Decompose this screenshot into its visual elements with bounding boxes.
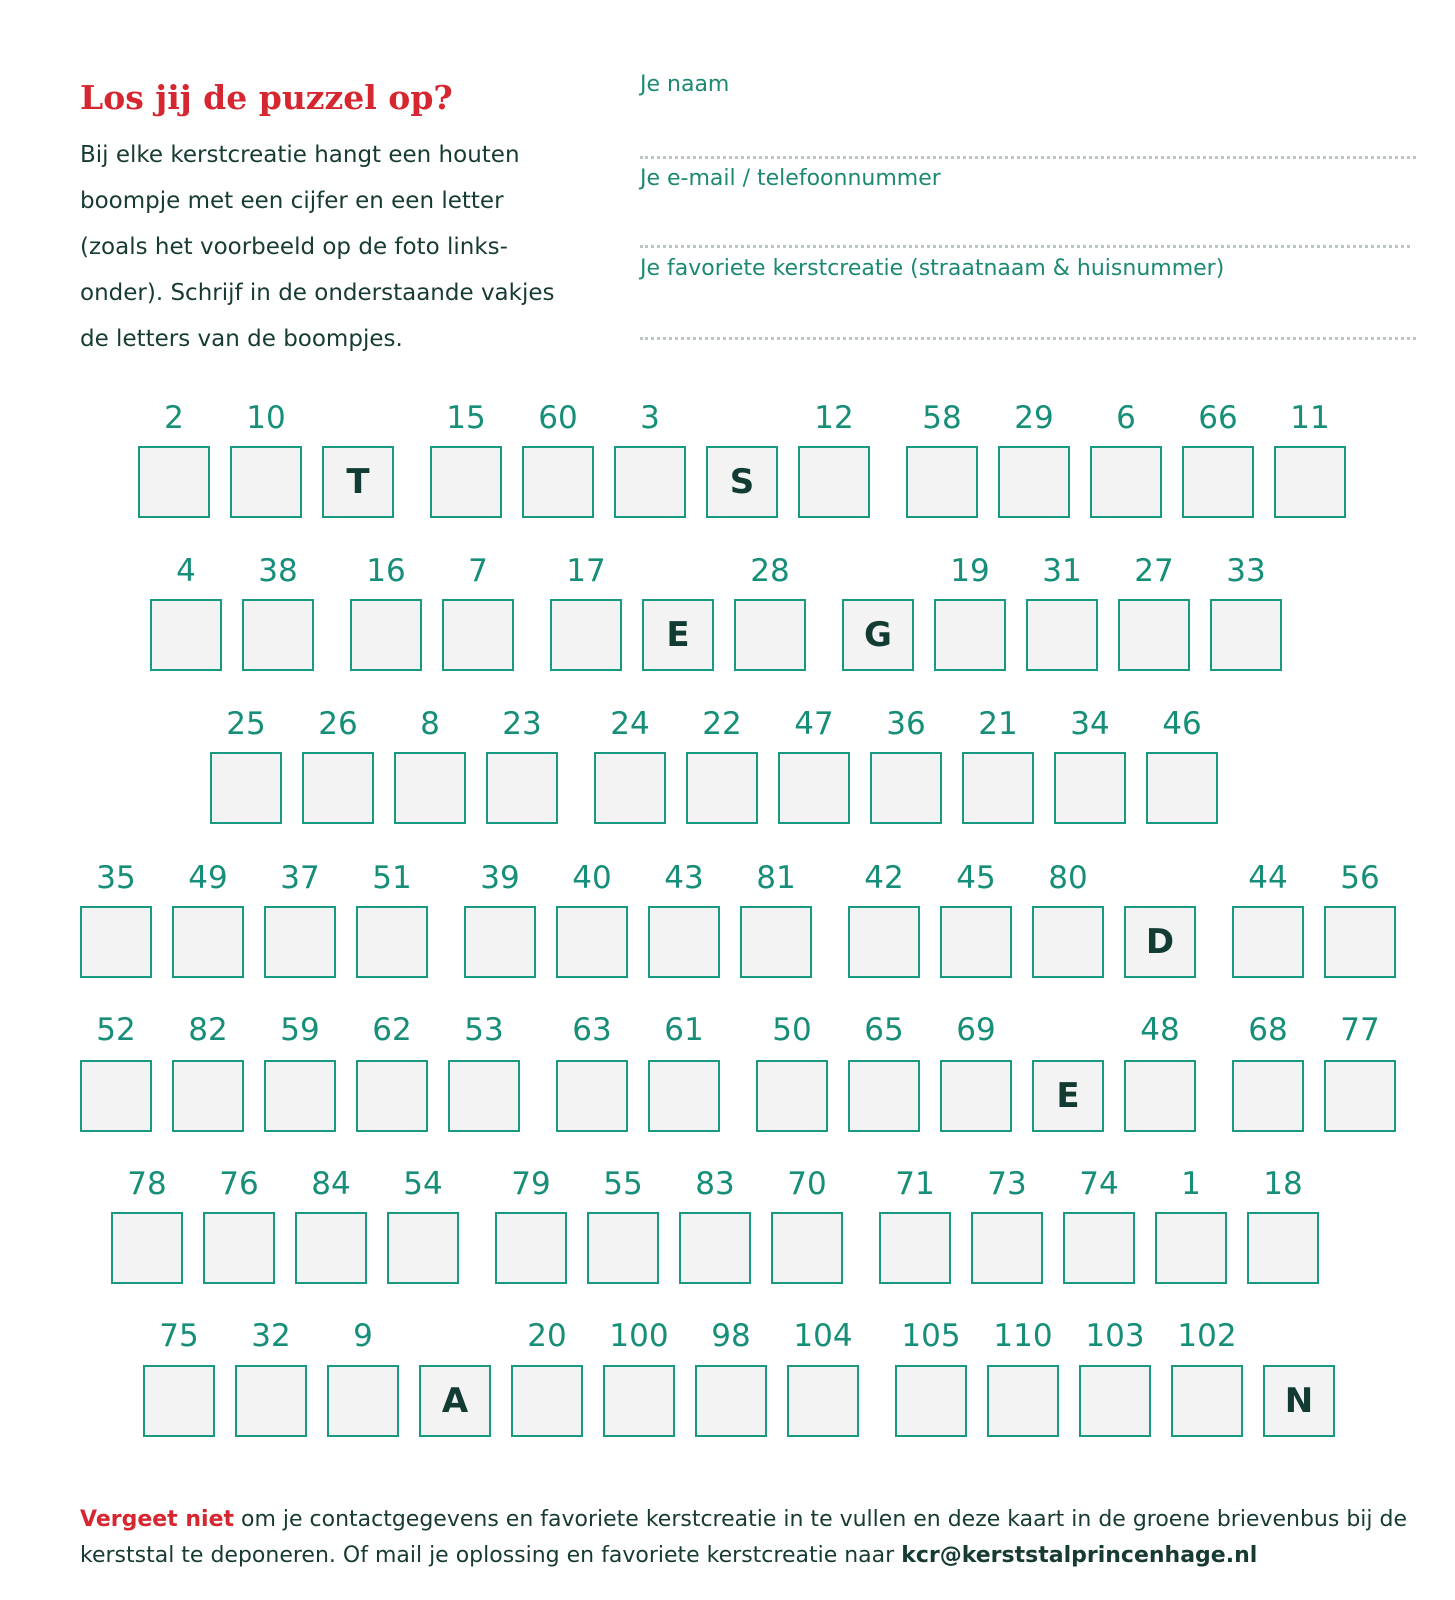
letter-box[interactable] <box>327 1365 399 1437</box>
clue-number: 52 <box>96 1012 136 1048</box>
letter-box[interactable] <box>556 906 628 978</box>
clue-number: 22 <box>702 706 742 742</box>
clue-number: 102 <box>1177 1318 1237 1354</box>
letter-box-filled[interactable]: N <box>1263 1365 1335 1437</box>
clue-number: 69 <box>956 1012 996 1048</box>
clue-number: 40 <box>572 860 612 896</box>
letter-box[interactable] <box>906 446 978 518</box>
letter-box[interactable] <box>1090 446 1162 518</box>
letter-box[interactable] <box>80 906 152 978</box>
clue-number: 43 <box>664 860 704 896</box>
clue-number: 21 <box>978 706 1018 742</box>
clue-number: 44 <box>1248 860 1288 896</box>
clue-number: 45 <box>956 860 996 896</box>
letter-box[interactable] <box>971 1212 1043 1284</box>
clue-number: 4 <box>176 553 196 589</box>
letter-box[interactable] <box>350 599 422 671</box>
clue-number: 47 <box>794 706 834 742</box>
clue-number: 3 <box>640 400 660 436</box>
letter-box[interactable] <box>648 906 720 978</box>
clue-number: 61 <box>664 1012 704 1048</box>
clue-number: 77 <box>1340 1012 1380 1048</box>
letter-box-filled[interactable]: G <box>842 599 914 671</box>
clue-number: 84 <box>311 1166 351 1202</box>
letter-box[interactable] <box>756 1060 828 1132</box>
letter-box[interactable] <box>879 1212 951 1284</box>
name-label: Je naam <box>640 72 730 97</box>
letter-box[interactable] <box>464 906 536 978</box>
clue-number: 16 <box>366 553 406 589</box>
clue-number: 7 <box>468 553 488 589</box>
clue-number: 23 <box>502 706 542 742</box>
clue-number: 38 <box>258 553 298 589</box>
letter-box[interactable] <box>495 1212 567 1284</box>
letter-box[interactable] <box>1210 599 1282 671</box>
letter-box[interactable] <box>80 1060 152 1132</box>
clue-number: 6 <box>1116 400 1136 436</box>
contact-field[interactable] <box>640 245 1410 248</box>
letter-box[interactable] <box>242 599 314 671</box>
clue-number: 15 <box>446 400 486 436</box>
clue-number: 70 <box>787 1166 827 1202</box>
name-field[interactable] <box>640 156 1416 159</box>
letter-box[interactable] <box>1124 1060 1196 1132</box>
letter-box[interactable] <box>1324 906 1396 978</box>
letter-box[interactable] <box>940 906 1012 978</box>
clue-number: 2 <box>164 400 184 436</box>
letter-box-filled[interactable]: T <box>322 446 394 518</box>
letter-box[interactable] <box>1032 906 1104 978</box>
clue-number: 58 <box>922 400 962 436</box>
letter-box[interactable] <box>203 1212 275 1284</box>
clue-number: 39 <box>480 860 520 896</box>
letter-box[interactable] <box>895 1365 967 1437</box>
letter-box[interactable] <box>356 1060 428 1132</box>
letter-box[interactable] <box>387 1212 459 1284</box>
clue-number: 8 <box>420 706 440 742</box>
clue-number: 48 <box>1140 1012 1180 1048</box>
clue-number: 42 <box>864 860 904 896</box>
clue-number: 79 <box>511 1166 551 1202</box>
footer-highlight: Vergeet niet <box>80 1507 234 1532</box>
letter-box[interactable] <box>1079 1365 1151 1437</box>
letter-box[interactable] <box>587 1212 659 1284</box>
contact-email[interactable]: kcr@kerststalprincenhage.nl <box>901 1543 1258 1568</box>
letter-box[interactable] <box>1063 1212 1135 1284</box>
clue-number: 20 <box>527 1318 567 1354</box>
clue-number: 110 <box>993 1318 1053 1354</box>
clue-number: 9 <box>353 1318 373 1354</box>
letter-box[interactable] <box>448 1060 520 1132</box>
letter-box-filled[interactable]: E <box>1032 1060 1104 1132</box>
letter-box[interactable] <box>230 446 302 518</box>
letter-box[interactable] <box>934 599 1006 671</box>
letter-box[interactable] <box>1182 446 1254 518</box>
letter-box[interactable] <box>550 599 622 671</box>
letter-box[interactable] <box>798 446 870 518</box>
clue-number: 80 <box>1048 860 1088 896</box>
letter-box[interactable] <box>940 1060 1012 1132</box>
clue-number: 65 <box>864 1012 904 1048</box>
letter-box[interactable] <box>771 1212 843 1284</box>
intro-text: Bij elke kerstcreatie hangt een houten boompje met een cijfer en een letter (zoals het voorbeeld op de foto links-onder). Schrijf in de onderstaande vakjes de letters van de boompjes. <box>80 142 555 352</box>
clue-number: 49 <box>188 860 228 896</box>
letter-box[interactable] <box>235 1365 307 1437</box>
letter-box[interactable] <box>302 752 374 824</box>
favorite-label: Je favoriete kerstcreatie (straatnaam & huisnummer) <box>640 256 1225 281</box>
letter-box[interactable] <box>1155 1212 1227 1284</box>
letter-box[interactable] <box>1171 1365 1243 1437</box>
letter-box[interactable] <box>172 906 244 978</box>
letter-box[interactable] <box>1026 599 1098 671</box>
footer-text: om je contactgegevens en favoriete kerstcreatie in te vullen en deze kaart in de groene brievenbus bij de kerststal te deponeren. Of mail je oplossing en favoriete kerstcreatie naar <box>80 1507 1408 1568</box>
letter-box[interactable] <box>138 446 210 518</box>
clue-number: 1 <box>1181 1166 1201 1202</box>
clue-number: 68 <box>1248 1012 1288 1048</box>
letter-box[interactable] <box>848 906 920 978</box>
letter-box[interactable] <box>962 752 1034 824</box>
clue-number: 103 <box>1085 1318 1145 1354</box>
letter-box[interactable] <box>1118 599 1190 671</box>
clue-number: 78 <box>127 1166 167 1202</box>
letter-box[interactable] <box>998 446 1070 518</box>
letter-box[interactable] <box>210 752 282 824</box>
letter-box[interactable] <box>1146 752 1218 824</box>
clue-number: 31 <box>1042 553 1082 589</box>
clue-number: 46 <box>1162 706 1202 742</box>
clue-number: 63 <box>572 1012 612 1048</box>
letter-box[interactable] <box>787 1365 859 1437</box>
letter-box[interactable] <box>603 1365 675 1437</box>
contact-label: Je e-mail / telefoonnummer <box>640 166 941 191</box>
clue-number: 33 <box>1226 553 1266 589</box>
letter-box[interactable] <box>1324 1060 1396 1132</box>
clue-number: 51 <box>372 860 412 896</box>
letter-box[interactable] <box>695 1365 767 1437</box>
letter-box-filled[interactable]: A <box>419 1365 491 1437</box>
letter-box[interactable] <box>111 1212 183 1284</box>
letter-box[interactable] <box>594 752 666 824</box>
favorite-field[interactable] <box>640 337 1416 340</box>
clue-number: 98 <box>711 1318 751 1354</box>
letter-box[interactable] <box>1054 752 1126 824</box>
clue-number: 62 <box>372 1012 412 1048</box>
clue-number: 29 <box>1014 400 1054 436</box>
letter-box[interactable] <box>679 1212 751 1284</box>
letter-box[interactable] <box>848 1060 920 1132</box>
letter-box[interactable] <box>734 599 806 671</box>
clue-number: 36 <box>886 706 926 742</box>
letter-box[interactable] <box>394 752 466 824</box>
letter-box[interactable] <box>356 906 428 978</box>
clue-number: 55 <box>603 1166 643 1202</box>
clue-number: 35 <box>96 860 136 896</box>
clue-number: 34 <box>1070 706 1110 742</box>
letter-box[interactable] <box>172 1060 244 1132</box>
letter-box[interactable] <box>522 446 594 518</box>
clue-number: 17 <box>566 553 606 589</box>
clue-number: 37 <box>280 860 320 896</box>
clue-number: 18 <box>1263 1166 1303 1202</box>
letter-box[interactable] <box>1274 446 1346 518</box>
clue-number: 104 <box>793 1318 853 1354</box>
clue-number: 25 <box>226 706 266 742</box>
clue-number: 81 <box>756 860 796 896</box>
letter-box[interactable] <box>987 1365 1059 1437</box>
letter-box[interactable] <box>143 1365 215 1437</box>
clue-number: 105 <box>901 1318 961 1354</box>
letter-box[interactable] <box>778 752 850 824</box>
clue-number: 27 <box>1134 553 1174 589</box>
clue-number: 74 <box>1079 1166 1119 1202</box>
clue-number: 60 <box>538 400 578 436</box>
letter-box[interactable] <box>150 599 222 671</box>
clue-number: 71 <box>895 1166 935 1202</box>
letter-box[interactable] <box>686 752 758 824</box>
clue-number: 10 <box>246 400 286 436</box>
clue-number: 32 <box>251 1318 291 1354</box>
clue-number: 54 <box>403 1166 443 1202</box>
letter-box[interactable] <box>1232 906 1304 978</box>
clue-number: 50 <box>772 1012 812 1048</box>
clue-number: 83 <box>695 1166 735 1202</box>
letter-box-filled[interactable]: S <box>706 446 778 518</box>
clue-number: 19 <box>950 553 990 589</box>
letter-box[interactable] <box>1232 1060 1304 1132</box>
clue-number: 26 <box>318 706 358 742</box>
letter-box[interactable] <box>264 906 336 978</box>
page-title: Los jij de puzzel op? <box>80 78 453 117</box>
clue-number: 12 <box>814 400 854 436</box>
clue-number: 28 <box>750 553 790 589</box>
clue-number: 75 <box>159 1318 199 1354</box>
clue-number: 73 <box>987 1166 1027 1202</box>
letter-box[interactable] <box>648 1060 720 1132</box>
letter-box[interactable] <box>486 752 558 824</box>
letter-box[interactable] <box>614 446 686 518</box>
letter-box[interactable] <box>740 906 812 978</box>
letter-box[interactable] <box>430 446 502 518</box>
letter-box[interactable] <box>264 1060 336 1132</box>
clue-number: 66 <box>1198 400 1238 436</box>
letter-box[interactable] <box>1247 1212 1319 1284</box>
footer-note <box>80 1502 1440 1574</box>
clue-number: 59 <box>280 1012 320 1048</box>
clue-number: 24 <box>610 706 650 742</box>
letter-box-filled[interactable]: E <box>642 599 714 671</box>
letter-box[interactable] <box>511 1365 583 1437</box>
clue-number: 100 <box>609 1318 669 1354</box>
letter-box-filled[interactable]: D <box>1124 906 1196 978</box>
letter-box[interactable] <box>556 1060 628 1132</box>
clue-number: 76 <box>219 1166 259 1202</box>
letter-box[interactable] <box>442 599 514 671</box>
clue-number: 56 <box>1340 860 1380 896</box>
clue-number: 53 <box>464 1012 504 1048</box>
letter-box[interactable] <box>295 1212 367 1284</box>
clue-number: 82 <box>188 1012 228 1048</box>
letter-box[interactable] <box>870 752 942 824</box>
clue-number: 11 <box>1290 400 1330 436</box>
